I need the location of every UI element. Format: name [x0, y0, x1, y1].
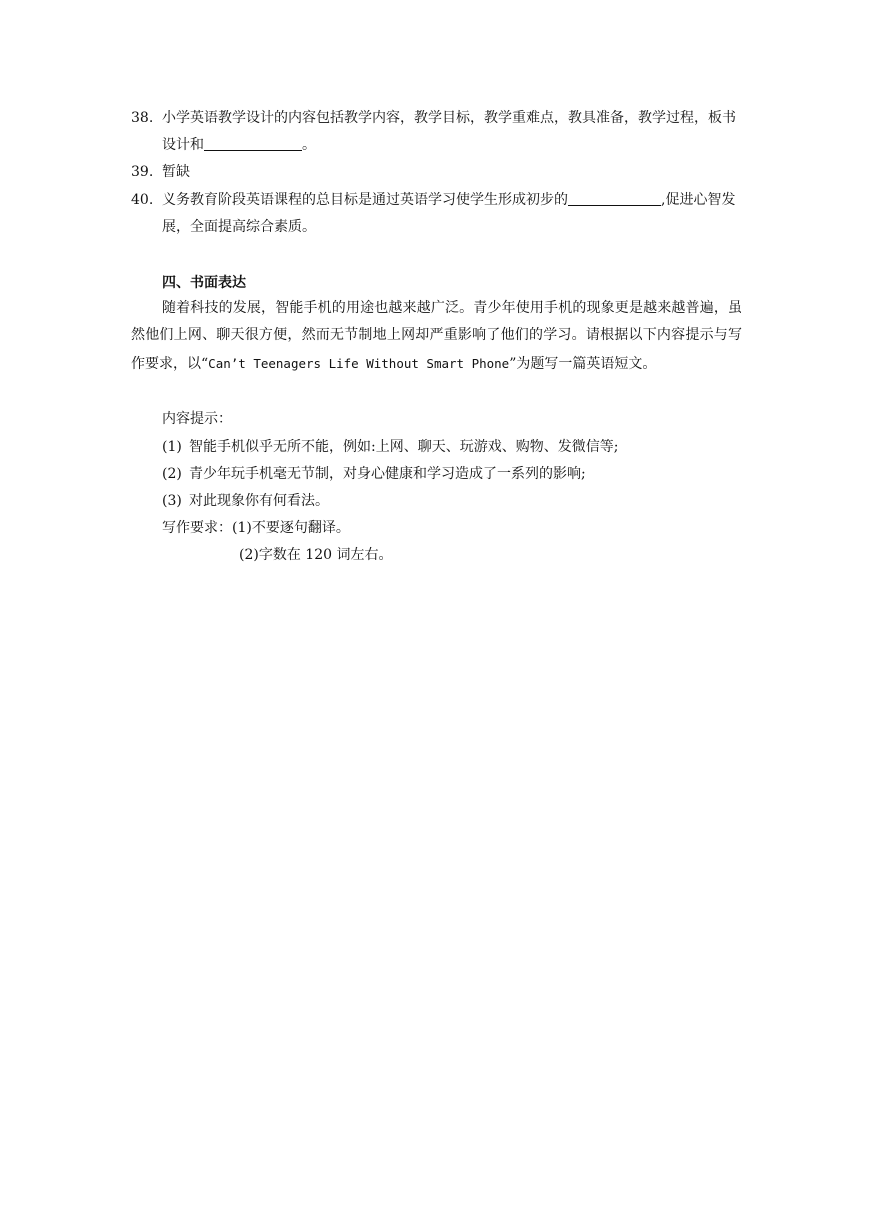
section-heading: 四、书面表达: [162, 275, 246, 291]
question-text: 义务教育阶段英语课程的总目标是通过英语学习使学生形成初步的 ,促进心智发展，全面提高综合素质。: [162, 187, 741, 241]
answer-blank[interactable]: [568, 189, 661, 206]
requirement-item: (2)字数在 120 词左右。: [239, 547, 393, 563]
requirements-label: 写作要求：: [162, 520, 232, 536]
question-39: [131, 159, 741, 186]
requirement-item: (1)不要逐句翻译。: [232, 520, 350, 536]
content-hints-label: 内容提示：: [162, 411, 232, 427]
writing-requirements: [162, 516, 350, 540]
hint-text: 智能手机似乎无所不能，例如:上网、聊天、玩游戏、购物、发微信等;: [189, 439, 619, 455]
hint-item: [162, 489, 329, 513]
essay-title: Can’t Teenagers Life Without Smart Phone: [208, 355, 510, 371]
hint-item: [162, 462, 586, 486]
question-number: 39.: [131, 164, 154, 180]
writing-prompt-paragraph: 随着科技的发展，智能手机的用途也越来越广泛。青少年使用手机的现象更是越来越普遍，虽然他们上网、聊天很方便，然而无节制地上网却严重影响了他们的学习。请根据以下内容提示与写作要求，以“Can’t Teenagers Life Without Smart Phone”为题写一篇英语短文。: [131, 300, 742, 372]
question-text: 暂缺: [162, 164, 190, 180]
question-text: 小学英语教学设计的内容包括教学内容，教学目标，教学重难点，教具准备，教学过程，板书设计和 。: [162, 110, 736, 153]
question-40: [131, 187, 741, 241]
question-number: 40.: [131, 192, 154, 208]
hint-text: 青少年玩手机毫无节制，对身心健康和学习造成了一系列的影响;: [189, 466, 586, 482]
hint-number: (2): [162, 466, 182, 482]
hint-number: (1): [162, 439, 182, 455]
hint-number: (3): [162, 493, 182, 509]
question-number: 38.: [131, 110, 154, 126]
question-38: [131, 105, 741, 159]
answer-blank[interactable]: [204, 134, 302, 151]
hint-item: [162, 435, 618, 459]
hint-text: 对此现象你有何看法。: [189, 493, 329, 509]
